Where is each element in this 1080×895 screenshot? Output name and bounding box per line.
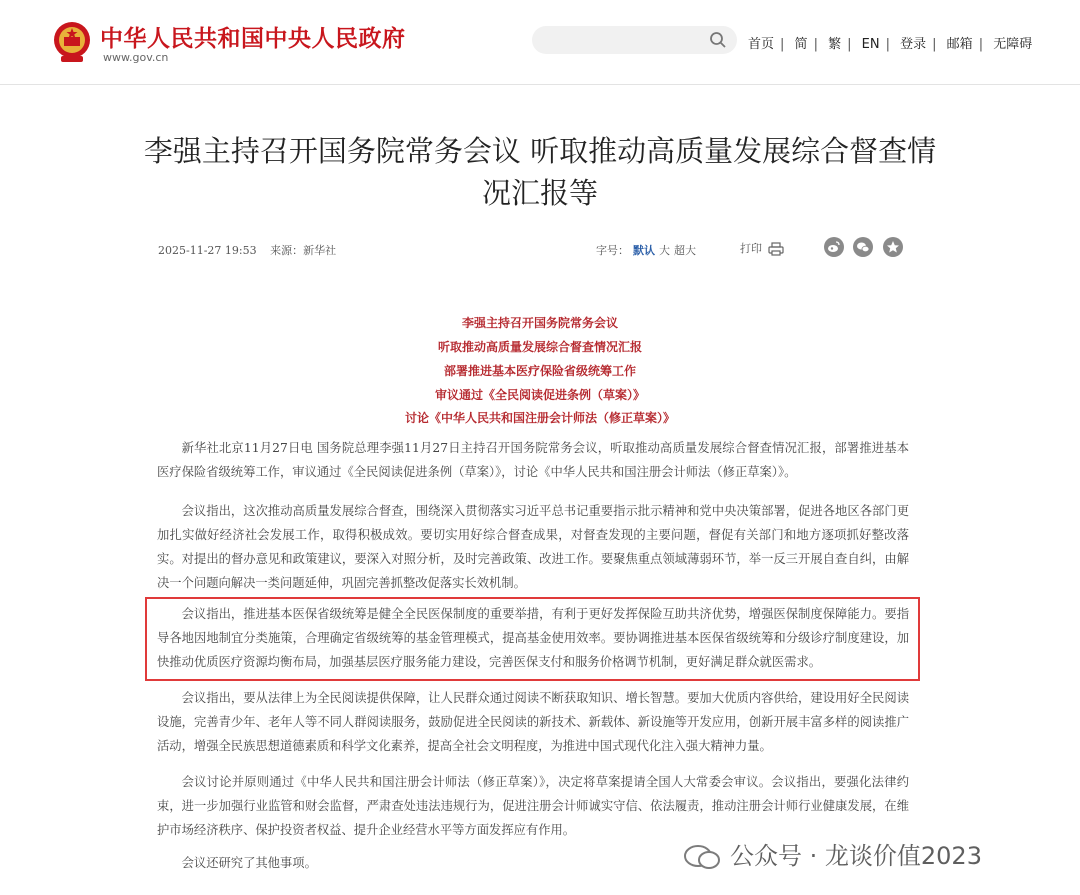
publish-date: 2025-11-27 19:53 <box>158 244 257 257</box>
nav-login[interactable]: 登录 <box>900 37 927 52</box>
watermark <box>682 836 982 871</box>
font-size-default[interactable]: 默认 <box>633 244 655 257</box>
paragraph-3: 会议指出，推进基本医保省级统筹是健全全民医保制度的重要举措，有利于更好发挥保险互助共济优势，增强医保制度保障能力。要指导各地因地制宜分类施策，合理确定省级统筹的基金管理模式，提高基金使用效率。要协调推进基本医保省级统筹和分级诊疗制度建设，加快推动优质医疗资源均衡布局，加强基层医疗服务能力建设，完善医保支付和服务价格调节机制，更好满足群众就医需求。 <box>157 607 909 669</box>
headline-3: 部署推进基本医疗保险省级统筹工作 <box>443 364 636 378</box>
headline-5: 讨论《中华人民共和国注册会计师法（修正草案）》 <box>404 411 675 425</box>
font-size-xlarge[interactable]: 超大 <box>674 244 696 257</box>
nav-english[interactable]: EN <box>861 37 880 52</box>
article-title: 李强主持召开国务院常务会议 听取推动高质量发展综合督查情况汇报等 <box>143 134 937 210</box>
paragraph-4: 会议指出，要从法律上为全民阅读提供保障，让人民群众通过阅读不断获取知识、增长智慧。要加大优质内容供给，建设用好全民阅读设施，完善青少年、老年人等不同人群阅读服务，鼓励促进全民阅读的新技术、新载体、新设施等开发应用，创新开展丰富多样的阅读推广活动，增强全民族思想道德素质和科学文化素养，提高全社会文明程度，为推进中国式现代化注入强大精神力量。 <box>157 691 909 753</box>
article-meta <box>158 242 346 258</box>
headline-1: 李强主持召开国务院常务会议 <box>461 316 618 330</box>
top-nav: 首页 | 简 | 繁 | EN | 登录 | 邮箱 | 无障碍 <box>748 37 1033 52</box>
nav-accessibility[interactable]: 无障碍 <box>993 37 1033 52</box>
paragraph-2: 会议指出，这次推动高质量发展综合督查，围绕深入贯彻落实习近平总书记重要指示批示精神和党中央决策部署，促进各地区各部门更加扎实做好经济社会发展工作，取得积极成效。要切实用好综合督查成果，对督查发现的主要问题，督促有关部门和地方逐项抓好整改落实。对提出的督办意见和政策建议，要深入对照分析，及时完善政策、改进工作。要聚焦重点领域薄弱环节，举一反三开展自查自纠，由解决一个问题向解决一类问题延伸，巩固完善抓整改促落实长效机制。 <box>157 504 909 590</box>
article-source: 来源：新华社 <box>270 244 337 257</box>
wechat-icon[interactable] <box>853 237 873 257</box>
print-label: 打印 <box>740 242 762 255</box>
paragraph-1: 新华社北京11月27日电 国务院总理李强11月27日主持召开国务院常务会议，听取推动高质量发展综合督查情况汇报，部署推进基本医疗保险省级统筹工作，审议通过《全民阅读促进条例（草案）》，讨论《中华人民共和国注册会计师法（修正草案）》。 <box>157 441 909 479</box>
nav-home[interactable]: 首页 <box>748 37 775 52</box>
nav-traditional[interactable]: 繁 <box>828 37 842 52</box>
weibo-icon[interactable] <box>824 237 844 257</box>
paragraph-5: 会议讨论并原则通过《中华人民共和国注册会计师法（修正草案）》，决定将草案提请全国人大常委会审议。会议指出，要强化法律约束，进一步加强行业监管和财会监督，严肃查处违法违规行为，促进注册会计师诚实守信、依法履责，推动注册会计师行业健康发展，在维护市场经济秩序、保护投资者权益、提升企业经营水平等方面发挥应有作用。 <box>157 775 909 837</box>
site-url: www.gov.cn <box>103 51 169 64</box>
wechat-watermark-icon <box>682 843 724 871</box>
watermark-text: 公众号 · 龙谈价值2023 <box>730 842 982 870</box>
font-size-large[interactable]: 大 <box>659 244 670 257</box>
font-size-label: 字号： <box>596 244 629 257</box>
nav-simplified[interactable]: 简 <box>794 37 808 52</box>
font-size-selector <box>596 242 700 258</box>
search-icon[interactable] <box>709 31 727 49</box>
print-button[interactable] <box>740 240 784 256</box>
site-title[interactable]: 中华人民共和国中央人民政府 <box>100 26 406 52</box>
paragraph-6: 会议还研究了其他事项。 <box>181 856 317 870</box>
printer-icon <box>768 242 784 256</box>
favorite-icon[interactable] <box>883 237 903 257</box>
national-emblem-icon[interactable] <box>52 20 92 64</box>
search-input[interactable] <box>532 26 737 54</box>
headline-2: 听取推动高质量发展综合督查情况汇报 <box>437 340 642 354</box>
site-header <box>0 0 1080 85</box>
headline-4: 审议通过《全民阅读促进条例（草案）》 <box>434 388 645 402</box>
nav-mail[interactable]: 邮箱 <box>946 37 973 52</box>
